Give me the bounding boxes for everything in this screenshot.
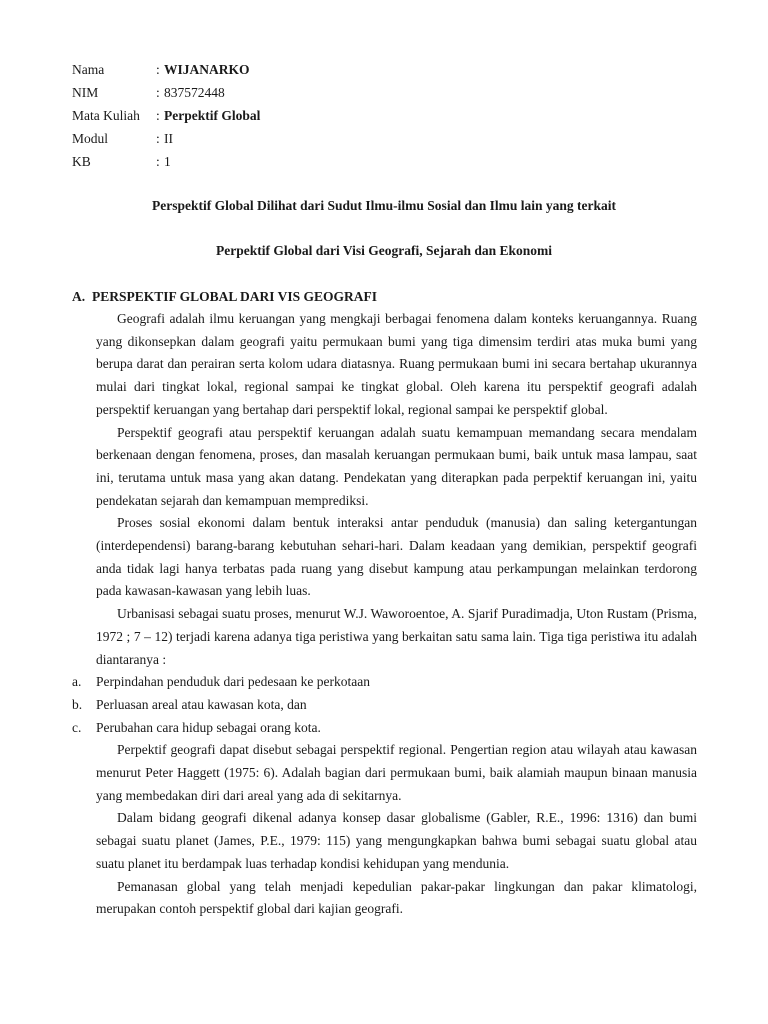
info-row-course	[72, 104, 260, 127]
info-label: KB	[72, 154, 91, 169]
kb-number: 1	[164, 154, 171, 169]
info-row-kb	[72, 150, 260, 173]
info-label: Nama	[72, 62, 105, 77]
student-nim: 837572448	[164, 85, 225, 100]
document-title: Perspektif Global Dilihat dari Sudut Ilmu-ilmu Sosial dan Ilmu lain yang terkait	[152, 198, 616, 213]
list-item-text: Perubahan cara hidup sebagai orang kota.	[96, 719, 321, 735]
info-label: Mata Kuliah	[72, 108, 140, 123]
paragraph: Urbanisasi sebagai suatu proses, menurut W.J. Waworoentoe, A. Sjarif Puradimadja, Uton Rustam (Prisma, 1972 ; 7 – 12) terjadi karena adanya tiga peristiwa yang berkaitan satu sama lain. Tiga tiga peristiwa itu adalah diantaranya :	[96, 606, 697, 667]
info-colon: :	[156, 131, 160, 146]
section-body	[72, 308, 697, 921]
paragraph: Proses sosial ekonomi dalam bentuk interaksi antar penduduk (manusia) dan saling ketergantungan (interdependensi) barang-barang kebutuhan sehari-hari. Dalam keadaan yang demikian, perspektif geografi anda tidak lagi hanya terbatas pada ruang yang disebut kampung atau perkampungan melainkan terdorong pada kawasan-kawasan yang lebih luas.	[96, 515, 697, 599]
list-marker: b.	[72, 696, 83, 712]
info-row-module	[72, 127, 260, 150]
list-item-text: Perpindahan penduduk dari pedesaan ke perkotaan	[96, 674, 371, 690]
info-row-name	[72, 58, 260, 81]
course-name: Perpektif Global	[164, 108, 261, 123]
list-item	[72, 717, 673, 740]
info-colon: :	[156, 108, 160, 123]
event-list	[72, 671, 697, 739]
section-heading-text: PERSPEKTIF GLOBAL DARI VIS GEOGRAFI	[92, 289, 378, 304]
paragraph: Dalam bidang geografi dikenal adanya konsep dasar globalisme (Gabler, R.E., 1996: 1316) dan bumi sebagai suatu planet (James, P.E., 1979: 115) yang mengungkapkan bahwa bumi sebagai suatu global atau suatu planet itu berdampak luas terhadap kondisi kehidupan yang mendunia.	[96, 810, 697, 871]
list-item	[72, 694, 673, 717]
info-colon: :	[156, 154, 160, 169]
info-colon: :	[156, 62, 160, 77]
info-colon: :	[156, 85, 160, 100]
section-heading	[72, 287, 377, 307]
section-letter: A.	[72, 289, 86, 304]
module-number: II	[164, 131, 173, 146]
student-name: WIJANARKO	[164, 62, 250, 77]
paragraph: Geografi adalah ilmu keruangan yang mengkaji berbagai fenomena dalam konteks keruangannya. Ruang yang dikonsepkan dalam geografi yaitu permukaan bumi yang tiga dimensim terdiri atas muka bumi yang berupa darat dan perairan serta kolom udara diatasnya. Ruang permukaan bumi ini secara bertahap ukurannya mulai dari tingkat lokal, regional sampai ke tingkat global. Oleh karena itu perspektif geografi adalah perspektif keruangan yang bertahap dari perspektif lokal, regional sampai ke perspektif global.	[96, 311, 697, 417]
list-marker: c.	[72, 719, 82, 735]
info-label: NIM	[72, 85, 99, 100]
paragraph: Perpektif geografi dapat disebut sebagai perspektif regional. Pengertian region atau wilayah atau kawasan menurut Peter Haggett (1975: 6). Adalah bagian dari permukaan bumi, baik alamiah maupun binaan manusia yang membedakan diri dari areal yang ada di sekitarnya.	[96, 742, 697, 803]
list-item	[72, 671, 673, 694]
paragraph: Perspektif geografi atau perspektif keruangan adalah suatu kemampuan memandang secara mendalam berkenaan dengan fenomena, proses, dan masalah keruangan permukaan bumi, baik untuk masa lampau, saat ini, terutama untuk masa yang akan datang. Pendekatan yang diterapkan pada perpektif keruangan ini, yaitu pendekatan sejarah dan kemampuan memprediksi.	[96, 424, 697, 508]
info-row-nim	[72, 81, 260, 104]
list-item-text: Perluasan areal atau kawasan kota, dan	[96, 696, 307, 712]
info-label: Modul	[72, 131, 109, 146]
document-subtitle: Perpektif Global dari Visi Geografi, Sejarah dan Ekonomi	[215, 243, 552, 258]
paragraph: Pemanasan global yang telah menjadi kepedulian pakar-pakar lingkungan dan pakar klimatologi, merupakan contoh perspektif global dari kajian geografi.	[96, 878, 697, 917]
student-info	[72, 58, 260, 173]
list-marker: a.	[72, 674, 82, 690]
